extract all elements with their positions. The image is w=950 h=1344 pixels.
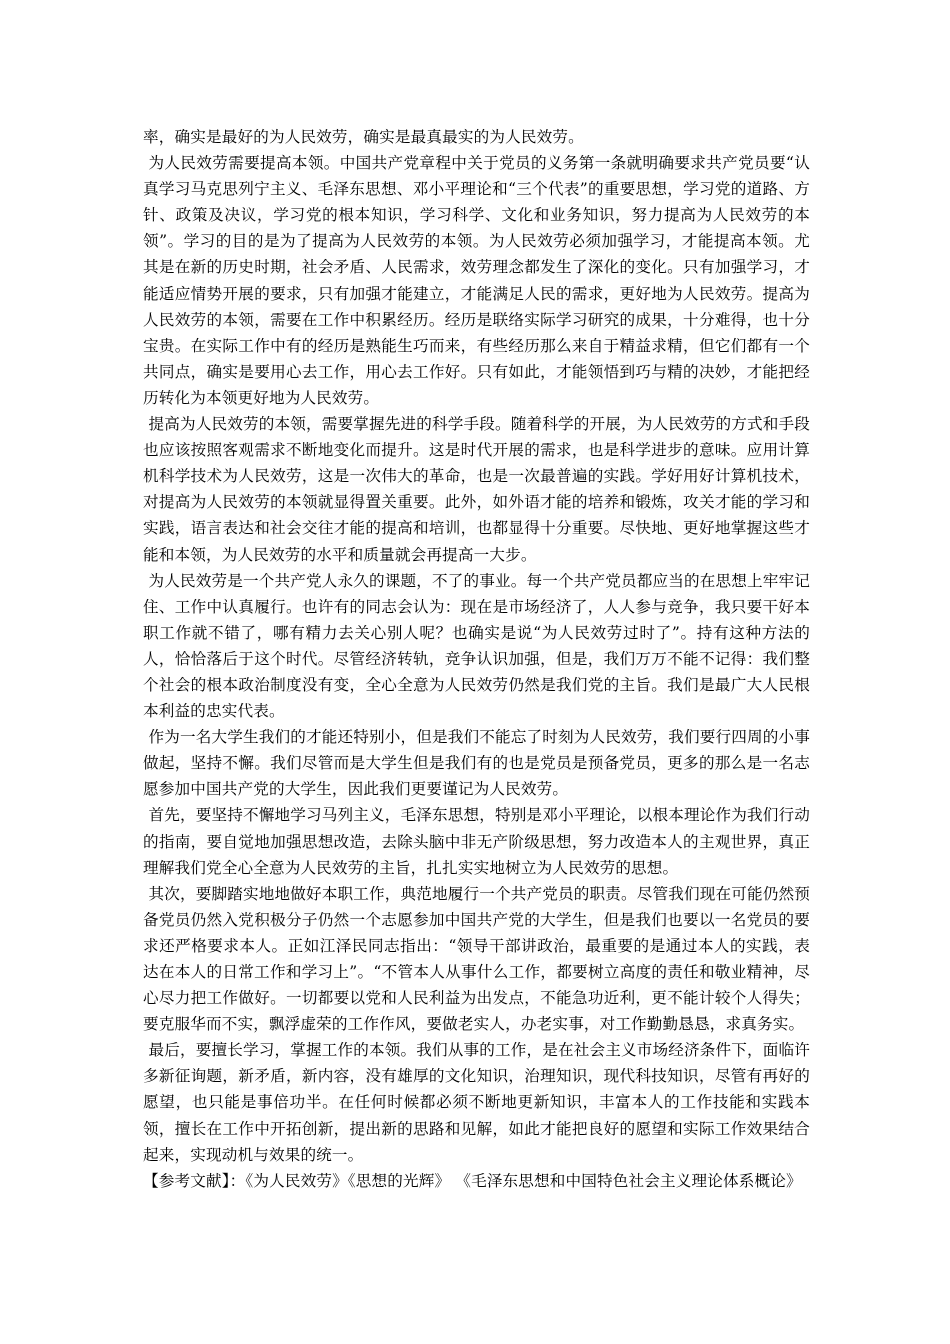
paragraph-science-means: 提高为人民效劳的本领，需要掌握先进的科学手段。随着科学的开展，为人民效劳的方式和手段也应该按照客观需求不断地变化而提升。这是时代开展的需求，也是科学进步的意味。应用计算机科学技术为人民效劳，这是一次伟大的革命，也是一次最普遍的实践。学好用好计算机技术，对提高为人民效劳的本领就显得置关重要。此外，如外语才能的培养和锻炼，攻关才能的学习和实践，语言表达和社会交往才能的提高和培训，也都显得十分重要。尽快地、更好地掌握这些才能和本领，为人民效劳的水平和质量就会再提高一大步。 [143, 415, 810, 564]
references: 【参考文献】：《为人民效劳》《思想的光辉》 《毛泽东思想和中国特色社会主义理论体系概论》 [143, 1171, 802, 1190]
paragraph-as-student: 作为一名大学生我们的才能还特别小，但是我们不能忘了时刻为人民效劳，我们要行四周的小事做起，坚持不懈。我们尽管而是大学生但是我们有的也是党员是预备党员，更多的那么是一名志愿参加中国共产党的大学生，因此我们更要谨记为人民效劳。 [143, 728, 810, 799]
paragraph-improve-ability: 为人民效劳需要提高本领。中国共产党章程中关于党员的义务第一条就明确要求共产党员要“认真学习马克思列宁主义、毛泽东思想、邓小平理论和“三个代表”的重要思想，学习党的道路、方针、政策及决议，学习党的根本知识，学习科学、文化和业务知识，努力提高为人民效劳的本领”。学习的目的是为了提高为人民效劳的本领。为人民效劳必须加强学习，才能提高本领。尤其是在新的历史时期，社会矛盾、人民需求，效劳理念都发生了深化的变化。只有加强学习，才能适应情势开展的要求，只有加强才能建立，才能满足人民的需求，更好地为人民效劳。提高为人民效劳的本领，需要在工作中积累经历。经历是联络实际学习研究的成果，十分难得，也十分宝贵。在实际工作中有的经历是熟能生巧而来，有些经历那么来自于精益求精，但它们都有一个共同点，确实是要用心去工作，用心去工作好。只有如此，才能领悟到巧与精的决妙，才能把经历转化为本领更好地为人民效劳。 [143, 154, 810, 407]
document-body [143, 124, 810, 1194]
paragraph-eternal-subject: 为人民效劳是一个共产党人永久的课题，不了的事业。每一个共产党员都应当的在思想上牢牢记住、工作中认真履行。也许有的同志会认为：现在是市场经济了，人人参与竞争，我只要干好本职工作就不错了，哪有精力去关心别人呢？也确实是说“为人民效劳过时了”。持有这种方法的人，恰恰落后于这个时代。尽管经济转轨，竞争认识加强，但是，我们万万不能不记得：我们整个社会的根本政治制度没有变，全心全意为人民效劳仍然是我们党的主旨。我们是最广大人民根本利益的忠实代表。 [143, 571, 810, 721]
paragraph-finally: 最后，要擅长学习，掌握工作的本领。我们从事的工作，是在社会主义市场经济条件下，面临许多新征询题，新矛盾，新内容，没有雄厚的文化知识，治理知识，现代科技知识，尽管有再好的愿望，也只能是事倍功半。在任何时候都必须不断地更新知识，丰富本人的工作技能和实践本领，擅长在工作中开拓创新，提出新的思路和见解，如此才能把良好的愿望和实际工作效果结合起来，实现动机与效果的统一。 [143, 1041, 810, 1164]
paragraph-continuation: 率，确实是最好的为人民效劳，确实是最真最实的为人民效劳。 [143, 128, 584, 146]
paragraph-first: 首先，要坚持不懈地学习马列主义，毛泽东思想，特别是邓小平理论，以根本理论作为我们行动的指南，要自觉地加强思想改造，去除头脑中非无产阶级思想，努力改造本人的主观世界，真正理解我们党全心全意为人民效劳的主旨，扎扎实实地树立为人民效劳的思想。 [143, 806, 810, 877]
paragraph-second: 其次，要脚踏实地地做好本职工作，典范地履行一个共产党员的职责。尽管我们现在可能仍然预备党员仍然入党积极分子仍然一个志愿参加中国共产党的大学生，但是我们也要以一名党员的要求还严格要求本人。正如江泽民同志指出：“领导干部讲政治，最重要的是通过本人的实践，表达在本人的日常工作和学习上”。“不管本人从事什么工作，都要树立高度的责任和敬业精神，尽心尽力把工作做好。一切都要以党和人民利益为出发点，不能急功近利，更不能计较个人得失；要克服华而不实，飘浮虚荣的工作作风，要做老实人，办老实事，对工作勤勤恳恳，求真务实。 [143, 884, 810, 1034]
